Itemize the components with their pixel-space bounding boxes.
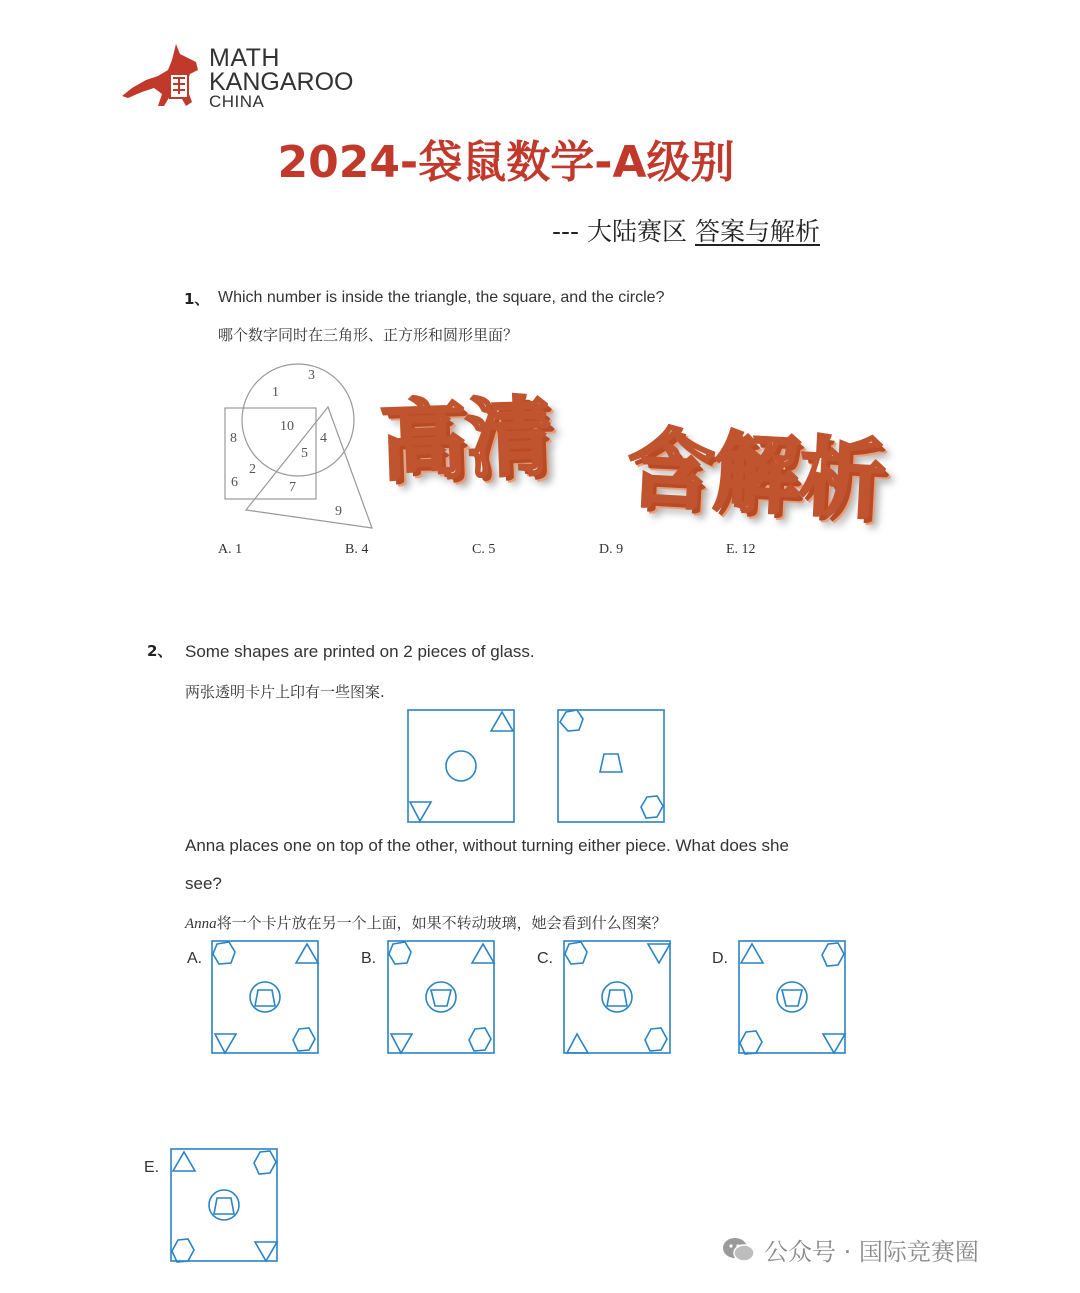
question-1-text-en: Which number is inside the triangle, the square, and the circle? <box>218 289 665 306</box>
q1-choice-c: C. 5 <box>472 542 496 557</box>
kangaroo-logo-icon <box>118 40 208 112</box>
q1-diagram-number: 3 <box>308 368 315 383</box>
page-title: 2024-袋鼠数学-A级别 <box>277 137 735 188</box>
logo-text-math: MATH <box>209 44 280 72</box>
subtitle-prefix: --- 大陆赛区 <box>552 217 695 246</box>
logo-text-china: CHINA <box>209 92 265 111</box>
q2-option-c-figure[interactable] <box>559 936 677 1058</box>
q1-choice-e: E. 12 <box>726 542 756 557</box>
q2-option-e-label: E. <box>144 1159 160 1176</box>
q2-option-b-label: B. <box>361 950 377 967</box>
q2-option-b-figure[interactable] <box>383 936 501 1058</box>
watermark-text: 公众号 · 国际竞赛圈 <box>764 1238 979 1266</box>
q1-diagram-number: 1 <box>272 385 279 400</box>
watermark <box>722 1232 979 1267</box>
logo-text-kangaroo: KANGAROO <box>209 68 354 96</box>
q2-option-d-label: D. <box>712 950 728 967</box>
wechat-icon <box>722 1236 756 1264</box>
page-subtitle <box>552 212 820 248</box>
anna-name: Anna <box>185 916 217 932</box>
q1-diagram-number: 2 <box>249 462 256 477</box>
question-2-number: 2、 <box>147 642 173 660</box>
question-2-text-cn2 <box>185 912 667 933</box>
q1-choice-b: B. 4 <box>345 542 369 557</box>
glass-piece-1 <box>408 710 514 822</box>
question-2-text-en2-line2: see? <box>185 874 222 893</box>
q2-option-c-label: C. <box>537 950 553 967</box>
glass-piece-2 <box>558 710 664 822</box>
question-1-venn-diagram <box>215 350 385 535</box>
question-2-text-en2-line1: Anna places one on top of the other, without turning either piece. What does she <box>185 836 789 855</box>
question-1-text-cn: 哪个数字同时在三角形、正方形和圆形里面？ <box>218 326 519 344</box>
subtitle-underlined: 答案与解析 <box>694 217 820 246</box>
q1-diagram-number: 4 <box>320 431 327 446</box>
q1-diagram-number: 8 <box>230 431 237 446</box>
question-2-glass-pieces <box>400 700 675 830</box>
q1-choice-a: A. 1 <box>218 542 243 557</box>
question-2-text-cn2-body: 将一个卡片放在另一个上面，如果不转动玻璃，她会看到什么图案？ <box>216 914 667 932</box>
question-2-text-cn: 两张透明卡片上印有一些图案. <box>185 683 385 701</box>
overlay-hd-text: 高清 <box>378 387 554 493</box>
q1-diagram-number: 5 <box>301 446 308 461</box>
q1-circle-shape <box>242 364 354 476</box>
q1-diagram-number: 9 <box>335 504 342 519</box>
overlay-solution-text: 含解析 <box>625 418 889 532</box>
q2-option-a-label: A. <box>187 950 203 967</box>
q1-diagram-number: 10 <box>280 419 294 434</box>
q2-option-a-figure[interactable] <box>207 936 325 1058</box>
question-1-number: 1、 <box>184 290 210 308</box>
q1-diagram-number: 7 <box>289 480 296 495</box>
q1-diagram-number: 6 <box>231 475 238 490</box>
q1-triangle-shape <box>246 407 372 528</box>
question-2-text-en: Some shapes are printed on 2 pieces of glass. <box>185 642 535 661</box>
q1-choice-d: D. 9 <box>599 542 624 557</box>
q2-option-d-figure[interactable] <box>734 936 852 1058</box>
q2-option-e-figure[interactable] <box>166 1144 284 1266</box>
